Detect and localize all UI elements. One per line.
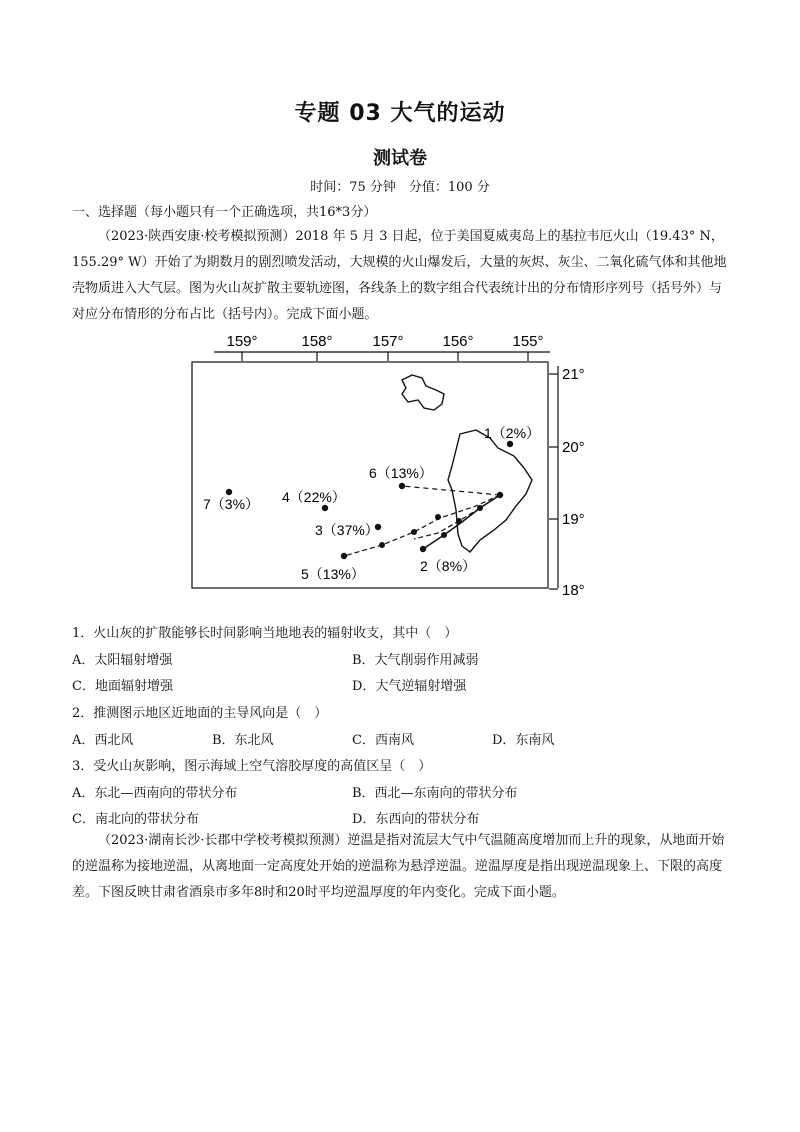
lon-label-157: 157° [372, 333, 404, 350]
page-title: 专题 03 大气的运动 [294, 101, 506, 126]
lon-label-158: 158° [301, 333, 333, 350]
point-4-label: 4（22%） [282, 489, 346, 505]
lat-label-21: 21° [562, 366, 585, 383]
question-1-option-a[interactable]: A．太阳辐射增强 [72, 653, 173, 668]
maui-island-outline [402, 375, 444, 410]
point-5-marker [341, 553, 347, 559]
question-3-option-c[interactable]: C．南北向的带状分布 [72, 812, 199, 827]
lon-label-159: 159° [226, 333, 258, 350]
point-4-marker [322, 505, 328, 511]
question-2-option-c[interactable]: C．西南风 [352, 733, 414, 748]
point-2-label: 2（8%） [420, 558, 477, 574]
intro-paragraph-1-text: （2023·陕西安康·校考模拟预测）2018 年 5 月 3 日起，位于美国夏威夷岛上的基拉韦厄火山（19.43° N，155.29° W）开始了为期数月的剧烈喷发活动，大规模的火山爆发后，大量的灰烬、灰尘、二氧化硫气体和其他地壳物质进入大气层。图为火山灰扩散主要轨迹图，各线条上的数字组合代表统计出的分布情形序列号（括号外）与对应分布情形的分布占比（括号内）。完成下面小题。 [72, 229, 727, 322]
point-5-label: 5（13%） [301, 566, 365, 582]
point-2-marker [420, 546, 426, 552]
question-2-option-b[interactable]: B．东北风 [212, 733, 274, 748]
lon-label-156: 156° [442, 333, 474, 350]
point-6-marker [399, 483, 405, 489]
lon-label-155: 155° [512, 333, 544, 350]
question-1-option-b[interactable]: B．大气削弱作用减弱 [352, 653, 479, 668]
question-1-stem: 1．火山灰的扩散能够长时间影响当地地表的辐射收支，其中（ ） [72, 626, 458, 641]
question-3-stem: 3．受火山灰影响，图示海域上空气溶胶厚度的高值区呈（ ） [72, 759, 432, 774]
lat-label-18: 18° [562, 582, 585, 599]
lat-label-20: 20° [562, 439, 585, 456]
question-1-option-c[interactable]: C．地面辐射增强 [72, 679, 173, 694]
point-7-label: 7（3%） [203, 496, 260, 512]
question-2-stem: 2．推测图示地区近地面的主导风向是（ ） [72, 706, 328, 721]
question-3-option-a[interactable]: A．东北—西南向的带状分布 [72, 786, 238, 801]
point-1-marker [507, 441, 513, 447]
page-subtitle: 测试卷 [373, 148, 427, 169]
point-7-marker [226, 489, 232, 495]
intro-paragraph-1 [72, 224, 728, 328]
section-heading: 一、选择题（每小题只有一个正确选项，共16*3分） [72, 205, 377, 220]
lat-label-19: 19° [562, 511, 585, 528]
question-3-option-b[interactable]: B．西北—东南向的带状分布 [352, 786, 518, 801]
question-2-option-d[interactable]: D．东南风 [492, 733, 555, 748]
intro-paragraph-2-text: （2023·湖南长沙·长郡中学校考模拟预测）逆温是指对流层大气中气温随高度增加而上升的现象，从地面开始的逆温称为接地逆温，从离地面一定高度处开始的逆温称为悬浮逆温。逆温厚度是指出现逆温现象上、下限的高度差。下图反映甘肃省酒泉市多年8时和20时平均逆温厚度的年内变化。完成下面小题。 [72, 833, 725, 900]
point-6-label: 6（13%） [369, 465, 433, 481]
question-1-option-d[interactable]: D．大气逆辐射增强 [352, 679, 467, 694]
intro-paragraph-2 [72, 828, 728, 906]
point-1-label: 1（2%） [484, 425, 541, 441]
question-2-option-a[interactable]: A．西北风 [72, 733, 134, 748]
question-3-option-d[interactable]: D．东西向的带状分布 [352, 812, 480, 827]
exam-meta: 时间：75 分钟 分值：100 分 [310, 180, 490, 195]
volcanic-ash-map [180, 330, 600, 600]
point-3-label: 3（37%） [315, 522, 379, 538]
